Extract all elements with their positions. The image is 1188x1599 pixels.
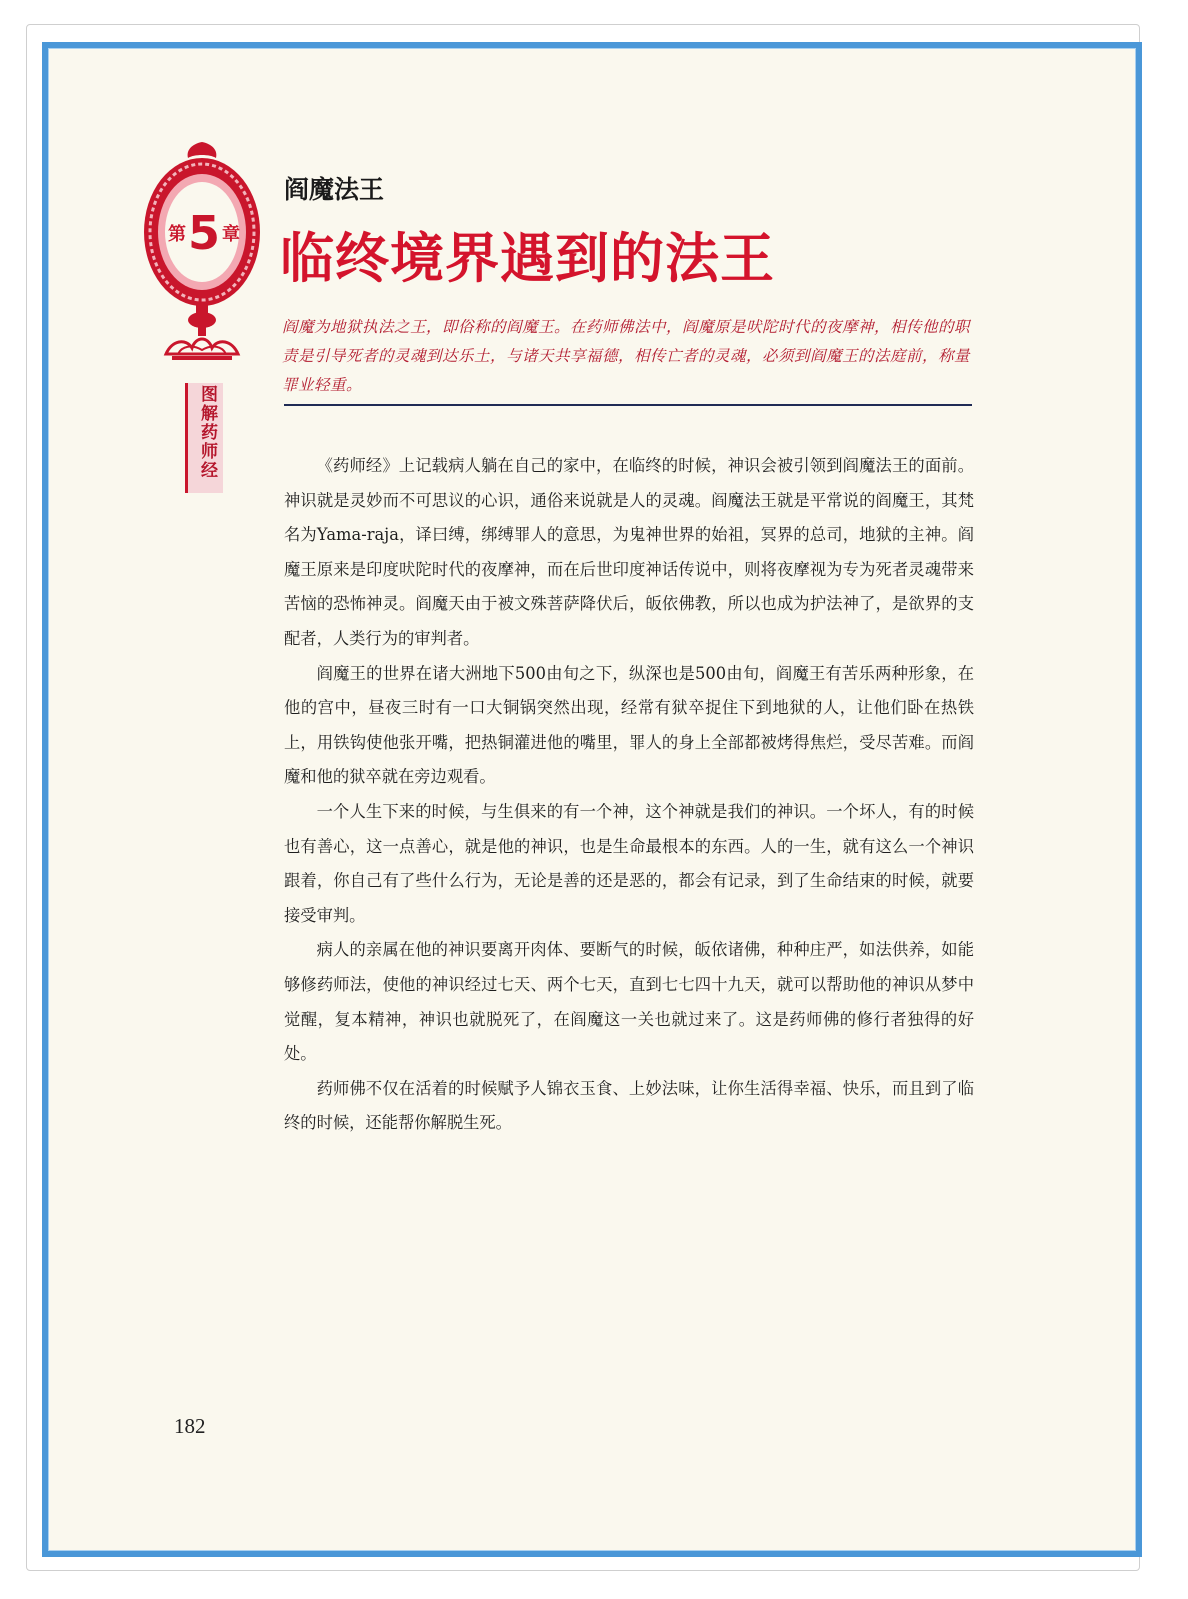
chapter-badge bbox=[158, 208, 250, 258]
intro-paragraph: 阎魔为地狱执法之王，即俗称的阎魔王。在药师佛法中，阎魔原是吠陀时代的夜摩神，相传他的职责是引导死者的灵魂到达乐土，与诸天共享福德，相传亡者的灵魂，必须到阎魔王的法庭前，称量罪业轻重。 bbox=[282, 318, 971, 394]
body-paragraph: 阎魔王的世界在诸大洲地下500由旬之下，纵深也是500由旬，阎魔王有苦乐两种形象，在他的宫中，昼夜三时有一口大铜锅突然出现，经常有狱卒捉住下到地狱的人，让他们卧在热铁上，用铁钩使他张开嘴，把热铜灌进他的嘴里，罪人的身上全部都被烤得焦烂，受尽苦难。而阎魔和他的狱卒就在旁边观看。 bbox=[284, 663, 974, 787]
chapter-badge-prefix: 第 bbox=[167, 224, 186, 245]
page-number: 182 bbox=[174, 1414, 206, 1438]
chapter-ornament-icon bbox=[142, 140, 262, 380]
side-tab-label: 图解药师经 bbox=[197, 385, 217, 480]
body-paragraph: 病人的亲属在他的神识要离开肉体、要断气的时候，皈依诸佛，种种庄严，如法供养，如能够修药师法，使他的神识经过七天、两个七天，直到七七四十九天，就可以帮助他的神识从梦中觉醒，复本精神，神识也就脱死了，在阎魔这一关也就过来了。这是药师佛的修行者独得的好处。 bbox=[284, 940, 974, 1064]
chapter-title: 临终境界遇到的法王 bbox=[280, 227, 775, 290]
chapter-number: 5 bbox=[187, 206, 220, 260]
chapter-badge-suffix: 章 bbox=[222, 224, 240, 245]
body-text bbox=[284, 449, 974, 1141]
body-paragraph: 一个人生下来的时候，与生俱来的有一个神，这个神就是我们的神识。一个坏人，有的时候也有善心，这一点善心，就是他的神识，也是生命最根本的东西。人的一生，就有这么一个神识跟着，你自己有了些什么行为，无论是善的还是恶的，都会有记录，到了生命结束的时候，就要接受审判。 bbox=[284, 801, 974, 925]
chapter-subtitle: 阎魔法王 bbox=[284, 175, 385, 204]
body-paragraph: 《药师经》上记载病人躺在自己的家中，在临终的时候，神识会被引领到阎魔法王的面前。神识就是灵妙而不可思议的心识，通俗来说就是人的灵魂。阎魔法王就是平常说的阎魔王，其梵名为Yama-raja，译曰缚，绑缚罪人的意思，为鬼神世界的始祖，冥界的总司，地狱的主神。阎魔王原来是印度吠陀时代的夜摩神，而在后世印度神话传说中，则将夜摩视为专为死者灵魂带来苦恼的恐怖神灵。阎魔天由于被文殊菩萨降伏后，皈依佛教，所以也成为护法神了，是欲界的支配者，人类行为的审判者。 bbox=[284, 456, 974, 648]
body-paragraph: 药师佛不仅在活着的时候赋予人锦衣玉食、上妙法味，让你生活得幸福、快乐，而且到了临终的时候，还能帮你解脱生死。 bbox=[284, 1078, 974, 1133]
divider-rule bbox=[284, 404, 972, 406]
